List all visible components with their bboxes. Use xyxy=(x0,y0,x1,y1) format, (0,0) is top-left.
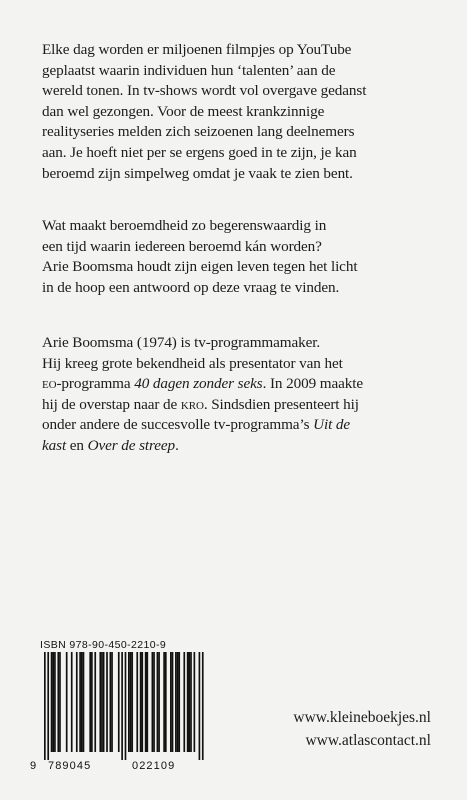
barcode-bar xyxy=(131,652,133,752)
barcode-bar xyxy=(140,652,142,752)
barcode-bar xyxy=(136,652,138,752)
barcode-bar xyxy=(110,652,112,752)
bio-line: Hij kreeg grote bekendheid als presentator van het xyxy=(42,354,343,372)
barcode-bar xyxy=(158,652,160,752)
barcode-bar xyxy=(111,652,113,752)
barcode-bar xyxy=(130,652,132,752)
bio-text: . In 2009 maakte xyxy=(262,375,364,393)
barcode-bar xyxy=(145,652,147,752)
url-kleineboekjes[interactable]: www.kleineboekjes.nl xyxy=(293,709,431,726)
barcode-bar xyxy=(153,652,155,752)
barcode-guard-bar xyxy=(202,652,204,760)
barcode-guard-bar xyxy=(47,652,49,760)
barcode-bar xyxy=(141,652,143,752)
barcode-bar xyxy=(183,652,185,752)
barcode-bar xyxy=(177,652,179,752)
blurb-line: dan wel gezongen. Voor de meest krankzinnige xyxy=(42,102,325,120)
barcode-bar xyxy=(103,652,105,752)
bio-text: en xyxy=(66,436,88,454)
barcode-graphic xyxy=(30,652,215,763)
barcode-bar xyxy=(146,652,148,752)
barcode-bar xyxy=(71,652,73,752)
ean-right-group: 022109 xyxy=(132,760,176,772)
blurb-paragraph-1 xyxy=(42,40,442,184)
barcode-bar xyxy=(157,652,159,752)
barcode-bar xyxy=(101,652,103,752)
blurb-line: een tijd waarin iedereen beroemd kán worden? xyxy=(42,237,322,255)
bio-line xyxy=(42,374,442,395)
barcode-bar xyxy=(59,652,61,752)
barcode-bar xyxy=(57,652,59,752)
barcode-bar xyxy=(188,652,190,752)
barcode-bar xyxy=(66,652,68,752)
blurb-line: beroemd zijn simpelweg omdat je vaak te zien bent. xyxy=(42,164,353,182)
bio-text: onder andere de succesvolle tv-programma’s xyxy=(42,416,314,434)
author-bio xyxy=(42,333,442,457)
barcode-bar xyxy=(99,652,101,752)
barcode-bar xyxy=(190,652,192,752)
barcode-guard-bar xyxy=(44,652,46,760)
barcode-bar xyxy=(175,652,177,752)
barcode-bar xyxy=(187,652,189,752)
barcode-bar xyxy=(76,652,78,752)
bio-text: . xyxy=(175,436,179,454)
blurb-line: realityseries melden zich seizoenen lang deelnemers xyxy=(42,123,355,141)
barcode-guard-bar xyxy=(125,652,127,760)
blurb-line: aan. Je hoeft niet per se ergens goed in te zijn, je kan xyxy=(42,143,357,161)
barcode-bar xyxy=(91,652,93,752)
barcode-bar xyxy=(79,652,81,752)
bio-text: -programma xyxy=(56,375,135,393)
barcode-bar xyxy=(51,652,53,752)
publisher-urls xyxy=(293,706,431,752)
bio-text: . Sindsdien presenteert hij xyxy=(203,395,359,413)
barcode xyxy=(30,652,215,763)
ean-first-digit: 9 xyxy=(30,760,38,772)
blurb-line: Wat maakt beroemdheid zo begerenswaardig in xyxy=(42,217,327,234)
barcode-bar xyxy=(163,652,165,752)
barcode-bar xyxy=(54,652,56,752)
barcode-bar xyxy=(89,652,91,752)
blurb-line: wereld tonen. In tv-shows wordt vol overgave gedanst xyxy=(42,82,367,100)
barcode-guard-bar xyxy=(199,652,201,760)
barcode-guard-bar xyxy=(121,652,123,760)
barcode-bar xyxy=(106,652,108,752)
blurb-line: geplaatst waarin individuen hun ‘talenten’ aan de xyxy=(42,61,336,79)
barcode-bar xyxy=(94,652,96,752)
barcode-bar xyxy=(152,652,154,752)
bio-line xyxy=(42,395,442,416)
blurb-paragraph-2 xyxy=(42,216,442,298)
programme-title: Uit de xyxy=(313,416,351,434)
bio-line xyxy=(42,436,442,457)
barcode-bar xyxy=(172,652,174,752)
bio-line: Arie Boomsma (1974) is tv-programmamaker. xyxy=(42,334,321,351)
blurb-line: in de hoop een antwoord op deze vraag te vinden. xyxy=(42,278,340,296)
bio-text: hij de overstap naar de xyxy=(42,395,181,413)
blurb-line: Arie Boomsma houdt zijn eigen leven tegen het licht xyxy=(42,258,358,276)
eo-smallcaps: eo xyxy=(42,375,57,393)
ean-left-group: 789045 xyxy=(48,760,92,772)
barcode-bar xyxy=(81,652,83,752)
barcode-bar xyxy=(178,652,180,752)
barcode-bar xyxy=(118,652,120,752)
programme-title: 40 dagen zonder seks xyxy=(134,375,263,393)
barcode-bar xyxy=(83,652,85,752)
url-atlascontact[interactable]: www.atlascontact.nl xyxy=(305,732,431,749)
barcode-bar xyxy=(194,652,196,752)
programme-title: kast xyxy=(42,436,67,454)
barcode-bar xyxy=(165,652,167,752)
isbn-label: ISBN 978-90-450-2210-9 xyxy=(40,639,167,651)
kro-smallcaps: kro xyxy=(180,395,204,413)
barcode-bar xyxy=(52,652,54,752)
bio-line xyxy=(42,415,442,436)
barcode-bar xyxy=(170,652,172,752)
programme-title: Over de streep xyxy=(87,436,176,454)
barcode-bar xyxy=(128,652,130,752)
blurb-line: Elke dag worden er miljoenen filmpjes op YouTube xyxy=(42,41,352,58)
